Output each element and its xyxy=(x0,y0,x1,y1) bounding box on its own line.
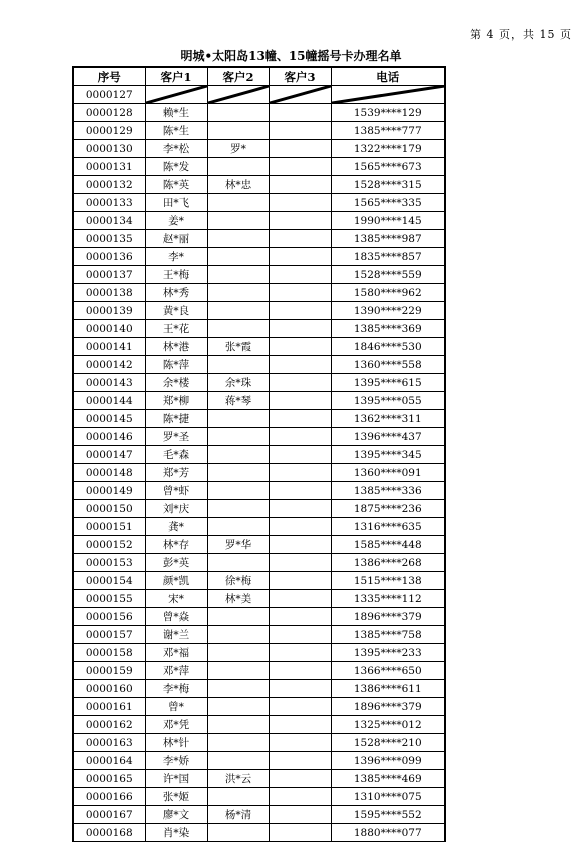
cell-phone: 1896****379 xyxy=(331,608,445,626)
table-row xyxy=(73,446,445,464)
cell-customer-2 xyxy=(207,752,269,770)
cell-seq: 0000146 xyxy=(73,428,145,446)
cell-customer-2: 张*霞 xyxy=(207,338,269,356)
cell-phone: 1360****558 xyxy=(331,356,445,374)
cell-customer-3 xyxy=(269,644,331,662)
cell-seq: 0000138 xyxy=(73,284,145,302)
table-row xyxy=(73,698,445,716)
table-row xyxy=(73,824,445,842)
table-row xyxy=(73,320,445,338)
cell-customer-3 xyxy=(269,356,331,374)
cell-customer-1: 郑*柳 xyxy=(145,392,207,410)
cell-seq: 0000128 xyxy=(73,104,145,122)
cell-seq: 0000141 xyxy=(73,338,145,356)
cell-phone: 1396****099 xyxy=(331,752,445,770)
cell-customer-3 xyxy=(269,698,331,716)
cell-customer-2 xyxy=(207,230,269,248)
cell-customer-1: 田*飞 xyxy=(145,194,207,212)
cell-seq: 0000145 xyxy=(73,410,145,428)
cell-customer-2 xyxy=(207,266,269,284)
cell-customer-2 xyxy=(207,248,269,266)
cell-customer-3 xyxy=(269,788,331,806)
cell-customer-1: 林*港 xyxy=(145,338,207,356)
cell-customer-2: 徐*梅 xyxy=(207,572,269,590)
cell-seq: 0000136 xyxy=(73,248,145,266)
cell-customer-1: 廖*文 xyxy=(145,806,207,824)
table-row xyxy=(73,482,445,500)
table-row xyxy=(73,428,445,446)
cell-customer-2 xyxy=(207,500,269,518)
cell-phone: 1528****559 xyxy=(331,266,445,284)
table-row xyxy=(73,554,445,572)
cell-customer-2 xyxy=(207,698,269,716)
cell-customer-1: 姜* xyxy=(145,212,207,230)
cell-seq: 0000144 xyxy=(73,392,145,410)
cell-phone: 1395****615 xyxy=(331,374,445,392)
cell-customer-2 xyxy=(207,194,269,212)
cell-customer-1: 邓*凭 xyxy=(145,716,207,734)
cell-customer-3 xyxy=(269,158,331,176)
cell-phone: 1528****210 xyxy=(331,734,445,752)
cell-customer-2 xyxy=(207,122,269,140)
cell-customer-1: 曾*焱 xyxy=(145,608,207,626)
table-row xyxy=(73,176,445,194)
cell-customer-1: 李*梅 xyxy=(145,680,207,698)
cell-phone: 1385****469 xyxy=(331,770,445,788)
cell-seq: 0000158 xyxy=(73,644,145,662)
header-customer-1: 客户1 xyxy=(145,67,207,86)
cell-customer-2 xyxy=(207,158,269,176)
cell-customer-1: 林*针 xyxy=(145,734,207,752)
cell-seq: 0000164 xyxy=(73,752,145,770)
cell-phone: 1835****857 xyxy=(331,248,445,266)
page-number: 第 4 页，共 15 页 xyxy=(470,28,572,41)
cell-seq: 0000148 xyxy=(73,464,145,482)
cell-customer-2 xyxy=(207,788,269,806)
cell-seq: 0000132 xyxy=(73,176,145,194)
cell-customer-3 xyxy=(269,104,331,122)
cell-phone: 1565****673 xyxy=(331,158,445,176)
cell-customer-1: 张*姬 xyxy=(145,788,207,806)
document-title: 明城•太阳岛13幢、15幢摇号卡办理名单 xyxy=(180,49,402,63)
cell-customer-3 xyxy=(269,428,331,446)
cell-phone: 1362****311 xyxy=(331,410,445,428)
table-row xyxy=(73,410,445,428)
cell-customer-3 xyxy=(269,626,331,644)
cell-seq: 0000151 xyxy=(73,518,145,536)
cell-customer-1: 陈*英 xyxy=(145,176,207,194)
roster-table xyxy=(72,66,446,842)
cell-customer-1: 赖*生 xyxy=(145,104,207,122)
table-row xyxy=(73,230,445,248)
cell-customer-3 xyxy=(269,284,331,302)
cell-customer-2 xyxy=(207,662,269,680)
cell-customer-2 xyxy=(207,644,269,662)
cell-customer-1: 李* xyxy=(145,248,207,266)
cell-phone: 1565****335 xyxy=(331,194,445,212)
cell-customer-3 xyxy=(269,266,331,284)
table-row xyxy=(73,338,445,356)
cell-customer-1: 曾*虾 xyxy=(145,482,207,500)
cell-phone: 1385****987 xyxy=(331,230,445,248)
cell-customer-2 xyxy=(207,446,269,464)
cell-customer-2: 杨*清 xyxy=(207,806,269,824)
cell-seq: 0000140 xyxy=(73,320,145,338)
cell-customer-2: 蒋*琴 xyxy=(207,392,269,410)
cell-customer-2 xyxy=(207,824,269,842)
table-row xyxy=(73,500,445,518)
cell-customer-2 xyxy=(207,284,269,302)
cell-customer-3 xyxy=(269,608,331,626)
cell-customer-2 xyxy=(207,518,269,536)
cell-customer-2 xyxy=(207,428,269,446)
cell-seq: 0000137 xyxy=(73,266,145,284)
cell-phone: 1395****055 xyxy=(331,392,445,410)
cell-seq: 0000159 xyxy=(73,662,145,680)
cell-phone: 1322****179 xyxy=(331,140,445,158)
table-row xyxy=(73,734,445,752)
cell-customer-1: 陈*发 xyxy=(145,158,207,176)
cell-seq: 0000150 xyxy=(73,500,145,518)
cell-customer-1: 谢*兰 xyxy=(145,626,207,644)
cell-customer-2 xyxy=(207,212,269,230)
table-row xyxy=(73,662,445,680)
table-row xyxy=(73,122,445,140)
table-header-row xyxy=(73,67,445,86)
cell-seq: 0000133 xyxy=(73,194,145,212)
cell-customer-3 xyxy=(269,680,331,698)
table-row xyxy=(73,266,445,284)
cell-customer-1: 许*国 xyxy=(145,770,207,788)
cell-phone: 1875****236 xyxy=(331,500,445,518)
table-row xyxy=(73,716,445,734)
table-row xyxy=(73,194,445,212)
header-phone: 电话 xyxy=(331,67,445,86)
cell-customer-1: 余*楼 xyxy=(145,374,207,392)
cell-customer-2: 罗*华 xyxy=(207,536,269,554)
cell-customer-3 xyxy=(269,482,331,500)
cell-customer-3 xyxy=(269,230,331,248)
cell-customer-2 xyxy=(207,734,269,752)
table-row xyxy=(73,392,445,410)
cell-customer-1: 龚* xyxy=(145,518,207,536)
cell-customer-2 xyxy=(207,482,269,500)
header-customer-2: 客户2 xyxy=(207,67,269,86)
cell-phone: 1515****138 xyxy=(331,572,445,590)
table-row xyxy=(73,248,445,266)
cell-customer-1: 陈*捷 xyxy=(145,410,207,428)
cell-seq: 0000166 xyxy=(73,788,145,806)
cell-phone: 1316****635 xyxy=(331,518,445,536)
header-seq: 序号 xyxy=(73,67,145,86)
table-row xyxy=(73,536,445,554)
empty-cell-slash xyxy=(207,86,269,104)
cell-seq: 0000163 xyxy=(73,734,145,752)
table-row xyxy=(73,644,445,662)
cell-customer-1: 黄*良 xyxy=(145,302,207,320)
cell-seq: 0000129 xyxy=(73,122,145,140)
cell-seq: 0000162 xyxy=(73,716,145,734)
cell-customer-2 xyxy=(207,608,269,626)
cell-seq: 0000142 xyxy=(73,356,145,374)
cell-customer-3 xyxy=(269,446,331,464)
cell-customer-2 xyxy=(207,410,269,428)
cell-customer-2: 罗* xyxy=(207,140,269,158)
cell-phone: 1390****229 xyxy=(331,302,445,320)
cell-customer-2 xyxy=(207,554,269,572)
cell-customer-1: 林*秀 xyxy=(145,284,207,302)
cell-customer-3 xyxy=(269,212,331,230)
cell-customer-2 xyxy=(207,626,269,644)
cell-seq: 0000127 xyxy=(73,86,145,104)
cell-phone: 1310****075 xyxy=(331,788,445,806)
table-row xyxy=(73,752,445,770)
cell-phone: 1366****650 xyxy=(331,662,445,680)
cell-seq: 0000165 xyxy=(73,770,145,788)
cell-customer-1: 林*存 xyxy=(145,536,207,554)
empty-cell-slash xyxy=(269,86,331,104)
cell-customer-3 xyxy=(269,590,331,608)
cell-customer-1: 李*松 xyxy=(145,140,207,158)
cell-customer-2 xyxy=(207,302,269,320)
cell-customer-3 xyxy=(269,320,331,338)
cell-customer-1: 曾* xyxy=(145,698,207,716)
cell-phone: 1335****112 xyxy=(331,590,445,608)
cell-customer-3 xyxy=(269,716,331,734)
cell-phone: 1395****233 xyxy=(331,644,445,662)
table-row xyxy=(73,572,445,590)
cell-customer-3 xyxy=(269,500,331,518)
cell-seq: 0000161 xyxy=(73,698,145,716)
cell-seq: 0000139 xyxy=(73,302,145,320)
cell-customer-3 xyxy=(269,140,331,158)
cell-customer-1: 罗*圣 xyxy=(145,428,207,446)
cell-seq: 0000153 xyxy=(73,554,145,572)
cell-customer-1: 颜*凯 xyxy=(145,572,207,590)
cell-customer-3 xyxy=(269,806,331,824)
cell-phone: 1385****777 xyxy=(331,122,445,140)
cell-seq: 0000130 xyxy=(73,140,145,158)
table-row xyxy=(73,788,445,806)
table-row xyxy=(73,140,445,158)
cell-customer-3 xyxy=(269,752,331,770)
cell-phone: 1846****530 xyxy=(331,338,445,356)
cell-customer-3 xyxy=(269,410,331,428)
cell-customer-1: 刘*庆 xyxy=(145,500,207,518)
cell-phone: 1385****758 xyxy=(331,626,445,644)
table-row xyxy=(73,806,445,824)
cell-customer-3 xyxy=(269,374,331,392)
cell-customer-1: 陈*生 xyxy=(145,122,207,140)
cell-phone: 1385****369 xyxy=(331,320,445,338)
cell-seq: 0000149 xyxy=(73,482,145,500)
cell-phone: 1385****336 xyxy=(331,482,445,500)
cell-phone: 1360****091 xyxy=(331,464,445,482)
cell-customer-3 xyxy=(269,392,331,410)
cell-phone: 1395****345 xyxy=(331,446,445,464)
table-row xyxy=(73,212,445,230)
table-row xyxy=(73,590,445,608)
header-customer-3: 客户3 xyxy=(269,67,331,86)
cell-customer-3 xyxy=(269,536,331,554)
cell-phone: 1528****315 xyxy=(331,176,445,194)
empty-cell-slash xyxy=(331,86,445,104)
cell-seq: 0000160 xyxy=(73,680,145,698)
cell-customer-3 xyxy=(269,464,331,482)
cell-customer-3 xyxy=(269,338,331,356)
cell-customer-2 xyxy=(207,320,269,338)
cell-seq: 0000152 xyxy=(73,536,145,554)
cell-phone: 1896****379 xyxy=(331,698,445,716)
cell-customer-2 xyxy=(207,104,269,122)
cell-customer-2: 余*珠 xyxy=(207,374,269,392)
table-row xyxy=(73,356,445,374)
cell-customer-1: 邓*萍 xyxy=(145,662,207,680)
cell-phone: 1539****129 xyxy=(331,104,445,122)
cell-phone: 1595****552 xyxy=(331,806,445,824)
cell-customer-3 xyxy=(269,554,331,572)
cell-phone: 1325****012 xyxy=(331,716,445,734)
cell-customer-3 xyxy=(269,302,331,320)
table-row xyxy=(73,680,445,698)
cell-phone: 1580****962 xyxy=(331,284,445,302)
table-row xyxy=(73,104,445,122)
cell-seq: 0000157 xyxy=(73,626,145,644)
cell-customer-1: 邓*福 xyxy=(145,644,207,662)
cell-customer-3 xyxy=(269,770,331,788)
cell-phone: 1386****611 xyxy=(331,680,445,698)
empty-cell-slash xyxy=(145,86,207,104)
cell-customer-1: 郑*芳 xyxy=(145,464,207,482)
cell-seq: 0000143 xyxy=(73,374,145,392)
cell-seq: 0000156 xyxy=(73,608,145,626)
cell-customer-3 xyxy=(269,248,331,266)
cell-customer-3 xyxy=(269,518,331,536)
cell-customer-1: 王*梅 xyxy=(145,266,207,284)
cell-customer-1: 毛*森 xyxy=(145,446,207,464)
table-row xyxy=(73,518,445,536)
cell-seq: 0000147 xyxy=(73,446,145,464)
cell-customer-3 xyxy=(269,572,331,590)
cell-phone: 1990****145 xyxy=(331,212,445,230)
cell-customer-1: 赵*丽 xyxy=(145,230,207,248)
cell-seq: 0000131 xyxy=(73,158,145,176)
cell-customer-2 xyxy=(207,356,269,374)
cell-seq: 0000135 xyxy=(73,230,145,248)
cell-customer-1: 陈*萍 xyxy=(145,356,207,374)
cell-customer-2 xyxy=(207,680,269,698)
table-row xyxy=(73,626,445,644)
cell-seq: 0000155 xyxy=(73,590,145,608)
cell-customer-2: 林*美 xyxy=(207,590,269,608)
cell-phone: 1396****437 xyxy=(331,428,445,446)
table-row xyxy=(73,770,445,788)
cell-seq: 0000167 xyxy=(73,806,145,824)
cell-seq: 0000134 xyxy=(73,212,145,230)
cell-phone: 1585****448 xyxy=(331,536,445,554)
table-row xyxy=(73,86,445,104)
table-row xyxy=(73,158,445,176)
table-row xyxy=(73,608,445,626)
cell-seq: 0000154 xyxy=(73,572,145,590)
cell-customer-2: 洪*云 xyxy=(207,770,269,788)
cell-customer-1: 肖*染 xyxy=(145,824,207,842)
table-body xyxy=(73,86,445,842)
cell-customer-1: 彭*英 xyxy=(145,554,207,572)
cell-phone: 1880****077 xyxy=(331,824,445,842)
cell-phone: 1386****268 xyxy=(331,554,445,572)
table-row xyxy=(73,302,445,320)
cell-customer-2: 林*忠 xyxy=(207,176,269,194)
cell-customer-2 xyxy=(207,464,269,482)
cell-customer-3 xyxy=(269,194,331,212)
cell-customer-3 xyxy=(269,824,331,842)
cell-customer-1: 李*娇 xyxy=(145,752,207,770)
cell-seq: 0000168 xyxy=(73,824,145,842)
cell-customer-3 xyxy=(269,734,331,752)
table-row xyxy=(73,374,445,392)
cell-customer-3 xyxy=(269,176,331,194)
cell-customer-2 xyxy=(207,716,269,734)
table-row xyxy=(73,284,445,302)
table-row xyxy=(73,464,445,482)
cell-customer-3 xyxy=(269,122,331,140)
cell-customer-3 xyxy=(269,662,331,680)
cell-customer-1: 王*花 xyxy=(145,320,207,338)
cell-customer-1: 宋* xyxy=(145,590,207,608)
